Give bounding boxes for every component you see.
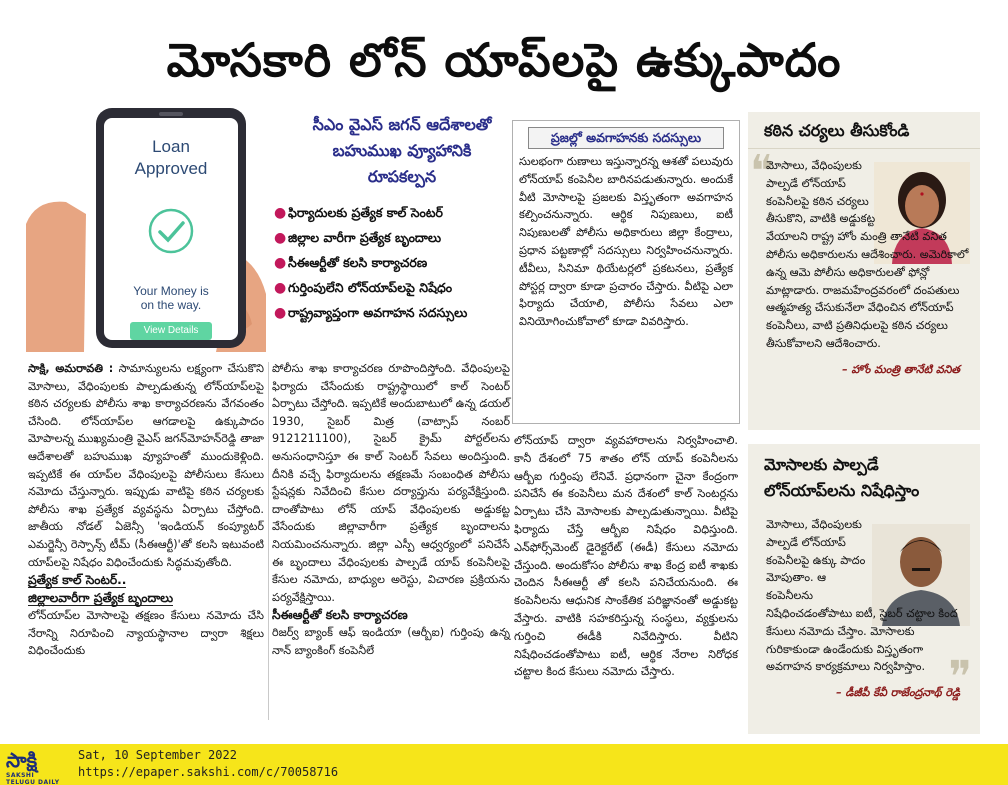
- edition-date: Sat, 10 September 2022: [78, 748, 237, 762]
- column-divider: [268, 362, 269, 720]
- page-headline: మోసకారి లోన్ యాప్‌లపై ఉక్కుపాదం: [166, 33, 842, 87]
- awareness-text: సులభంగా రుణాలు ఇస్తున్నారన్న ఆశతో పలువురు లోన్‌యాప్ కంపెనీల బారినపడుతున్నారు. అందుకే వీటి మోసాలపై ప్రజలకు విస్తృతంగా అవగాహన కల్పించనున్నారు. ఆర్థిక నిపుణులు, ఐటీ నిపుణులతో పోలీసు అధికారులు జిల్లా కేంద్రాలు, ప్రధాన పట్టణాల్లో సదస్సులు నిర్వహించనున్నారు. టీవీలు, సినిమా థియేటర్లలో ప్రకటనలు, ప్రత్యేక పోస్టర్ల ద్వారా కూడా ప్రచారం చేస్తారు. వీటిపై ఎలా ఫిర్యాదు చేయాలి, పోలీసు సేవలు ఎలా వినియోగించుకోవాలో కూడా వివరిస్తారు.: [519, 155, 733, 329]
- bullet-dot-icon: ●: [274, 305, 287, 321]
- phone-line-money: Your Money is: [133, 284, 209, 298]
- sidebar-body: [748, 508, 980, 702]
- open-quote-icon: ❝: [750, 146, 774, 197]
- bullet-dot-icon: ●: [274, 230, 287, 246]
- highlight-item: ● రాష్ట్రవ్యాప్తంగా అవగాహన సదస్సులు: [274, 305, 468, 321]
- sakshi-logo: [6, 748, 64, 785]
- highlight-item: ● జిల్లాల వారీగా ప్రత్యేక బృందాలు: [274, 230, 442, 246]
- quote-attribution: – డీజీపీ కేవీ రాజేంద్రనాథ్ రెడ్డి: [836, 686, 960, 700]
- close-quote-icon: ❞: [948, 652, 972, 703]
- phone-line-approved: Approved: [134, 159, 208, 178]
- footer-bar: [0, 744, 1008, 785]
- awareness-box: [512, 120, 740, 424]
- sidebar-text: మోసాలు, వేధింపులకు పాల్పడే లోన్‌యాప్ కంపెనీలపై ఉక్కు పాదం మోపుతాం. ఆ కంపెనీలను: [766, 518, 866, 603]
- highlight-item: ● సీఈఆర్టీతో కలసి కార్యాచరణ: [274, 255, 428, 271]
- sidebar-body: [748, 146, 980, 379]
- article-column-2: [272, 360, 510, 722]
- article-paragraph: రిజర్వ్ బ్యాంక్ ఆఫ్ ఇండియా (ఆర్బీఐ) గుర్తింపు ఉన్న నాన్ బ్యాంకింగ్ కంపెనీలే: [272, 626, 510, 657]
- logo-subtext: SAKSHI TELUGU DAILY: [6, 772, 60, 785]
- dgp-quote-box: [748, 444, 980, 734]
- article-paragraph: సామాన్యులను లక్ష్యంగా చేసుకొని మోసాలు, వేధింపులకు పాల్పడుతున్న లోన్‌యాప్‌లపై కఠిన చర్యలకు పోలీసు శాఖ కార్యాచరణను వేగవంతం చేసింది. లోన్‌యాప్‌ల ఆగడాలపై ఉక్కుపాదం మోపాలన్న ముఖ్యమంత్రి వైఎస్ జగన్‌మోహన్‌రెడ్డి తాజా ఆదేశాలతో బహుముఖ వ్యూహంతో ముందుకెళ్లింది. ఇప్పటికే ఈ యాప్‌ల వేధింపులపై పోలీసులు కేసులు నమోదు చేస్తున్నారు. ఇప్పుడు వాటిపై కఠిన చర్యలకు పోలీసు శాఖ ప్రత్యేక వ్యవస్థను ఏర్పాటు చేస్తోంది. జాతీయ నోడల్ ఏజెన్సీ 'ఇండియన్ కంప్యూటర్ ఎమర్జెన్సీ రెస్పాన్స్ టీమ్ (సీఈఆర్టీ)'తో కలసి ఇటువంటి యాప్‌లపై నిషేధం విధించేందుకు సిద్ధమవుతోంది.: [28, 362, 264, 569]
- sidebar-text: వేయాలని రాష్ట్ర హోం మంత్రి తానేటి వనిత పోలీసు అధికారులను ఆదేశించారు. అమెరికాలో ఉన్న ఆమె పోలీసు అధికారులతో ఫోన్లో మాట్లాడారు. రాజమహేంద్రవరంలో దంపతులు ఆత్మహత్య చేసుకునేలా వేధించిన లోన్‌యాప్ కంపెనీలు, వాటి ప్రతినిధులపై కఠిన చర్యలు తీసుకోవాలని ఆదేశించారు.: [766, 230, 969, 350]
- article-paragraph: లోన్‌యాప్‌ల మోసాలపై తక్షణం కేసులు నమోదు చేసి నేరాన్ని నిరూపించి న్యాయస్థానాల ద్వారా శిక్షలు విధించేందుకు: [28, 609, 264, 658]
- article-paragraph: పోలీసు శాఖ కార్యాచరణ రూపొందిస్తోంది. వేధింపులపై ఫిర్యాదు చేసేందుకు రాష్ట్రస్థాయిలో కాల్ సెంటర్ ఏర్పాటు చేస్తోంది. ఇప్పటికే అందుబాటులో ఉన్న డయల్ 1930, సైబర్ మిత్ర (వాట్సాప్ నంబర్ 9121211100), సైబర్ క్రైమ్ పోర్టల్‌లను అనుసంధానిస్తూ ఈ కాల్ సెంటర్ సేవలు అందిస్తుంది. దీనికి వచ్చే ఫిర్యాదులను తక్షణమే సంబంధిత పోలీసు స్టేషన్లకు నివేదించి కేసుల దర్యాప్తును పర్యవేక్షిస్తుంది. దాంతోపాటు లోన్ యాప్ వేధింపులకు అడ్డుకట్ట వేసేందుకు జిల్లావారీగా ప్రత్యేక బృందాలను నియమించనున్నారు. జిల్లా ఎస్పీ ఆధ్వర్యంలో పనిచేసే ఈ బృందాలు వేధింపులకు పాల్పడే యాప్ కంపెనీలపై కేసుల నమోదు, బాధ్యుల అరెస్టు, విచారణ ప్రక్రియను పర్యవేక్షిస్తాయి.: [272, 362, 510, 604]
- epaper-link[interactable]: https://epaper.sakshi.com/c/70058716: [78, 765, 339, 779]
- article-subhead: సీఈఆర్టీతో కలసి కార్యాచరణ: [272, 608, 408, 623]
- phone-line-way: on the way.: [140, 298, 202, 312]
- view-details-button: View Details: [130, 322, 212, 340]
- highlight-item: ● ఫిర్యాదులకు ప్రత్యేక కాల్ సెంటర్: [274, 205, 443, 221]
- highlights-list: [274, 204, 504, 322]
- article-subhead: ప్రత్యేక కాల్ సెంటర్..: [28, 573, 127, 588]
- home-minister-quote-box: [748, 112, 980, 430]
- highlights-box: [274, 112, 504, 352]
- article-dateline: సాక్షి, అమరావతి :: [28, 362, 114, 375]
- article-column-1: [28, 360, 264, 722]
- bullet-dot-icon: ●: [274, 280, 287, 296]
- phone-line-loan: Loan: [152, 137, 190, 156]
- sidebar-text: నిషేధించడంతోపాటు ఐటీ, సైబర్ చట్టాల కింద కేసులు నమోదు చేస్తాం. మోసాలకు గురికాకుండా ఉండేందుకు విస్తృతంగా అవగాహన కార్యక్రమాలు నిర్వహిస్తాం.: [766, 606, 958, 674]
- sidebar-title: కఠిన చర్యలు తీసుకోండి: [748, 112, 980, 149]
- article-column-3: లోన్‌యాప్ ద్వారా వ్యవహారాలను నిర్వహించాలి. కానీ దేశంలో 75 శాతం లోన్ యాప్ కంపెనీలను ఆర్బీఐ గుర్తింపు లేనివే. ప్రధానంగా చైనా కేంద్రంగా పనిచేసే ఈ కంపెనీలు మన దేశంలో కాల్ సెంటర్లను ఏర్పాటు చేసి మోసాలకు పాల్పడుతున్నాయి. వీటిపై ఫిర్యాదు చేస్తే ఆర్బీఐ నిషేధం విధిస్తుంది. ఎన్‌ఫోర్స్‌మెంట్ డైరెక్టరేట్ (ఈడీ) కేసులు నమోదు చేస్తుంది. అందుకోసం పోలీసు శాఖ కేంద్ర ఐటీ శాఖకు చెందిన సీఈఆర్టీ తో కలసి పనిచేయనుంది. ఈ కంపెనీలను ఆధునిక సాంకేతిక పరిజ్ఞానంతో అడ్డుకట్ట వేస్తారు. వాటికి సహకరిస్తున్న సంస్థలు, వ్యక్తులను గుర్తించి ఈడీకి నివేదిస్తారు. వీటిని నిషేధించడంతోపాటు ఐటీ, ఆర్థిక నేరాల నిరోధక చట్టాల కింద కేసులు నమోదు చేస్తారు.: [514, 434, 738, 679]
- logo-text: సాక్షి: [6, 748, 38, 772]
- sidebar-text: మోసాలు, వేధింపులకు పాల్పడే లోన్‌యాప్ కంపెనీలపై కఠిన చర్యలు తీసుకొని, వాటికి అడ్డుకట్ట: [766, 159, 876, 226]
- article-subhead: జిల్లాలవారీగా ప్రత్యేక బృందాలు: [28, 591, 174, 606]
- highlights-title: సీఎం వైఎస్ జగన్ ఆదేశాలతో బహుముఖ వ్యూహానికి రూపకల్పన: [312, 115, 492, 186]
- awareness-title: ప్రజల్లో అవగాహనకు సదస్సులు: [528, 127, 724, 149]
- highlight-item: ● గుర్తింపులేని లోన్‌యాప్‌లపై నిషేధం: [274, 280, 453, 296]
- checkmark-icon: [148, 208, 194, 254]
- bullet-dot-icon: ●: [274, 255, 287, 271]
- bullet-dot-icon: ●: [274, 205, 287, 221]
- loan-app-phone-illustration: [26, 104, 266, 352]
- sidebar-title: మోసాలకు పాల్పడే లోన్‌యాప్‌లను నిషేధిస్తాం: [764, 455, 920, 500]
- quote-attribution: – హోం మంత్రి తానేటి వనిత: [842, 362, 960, 376]
